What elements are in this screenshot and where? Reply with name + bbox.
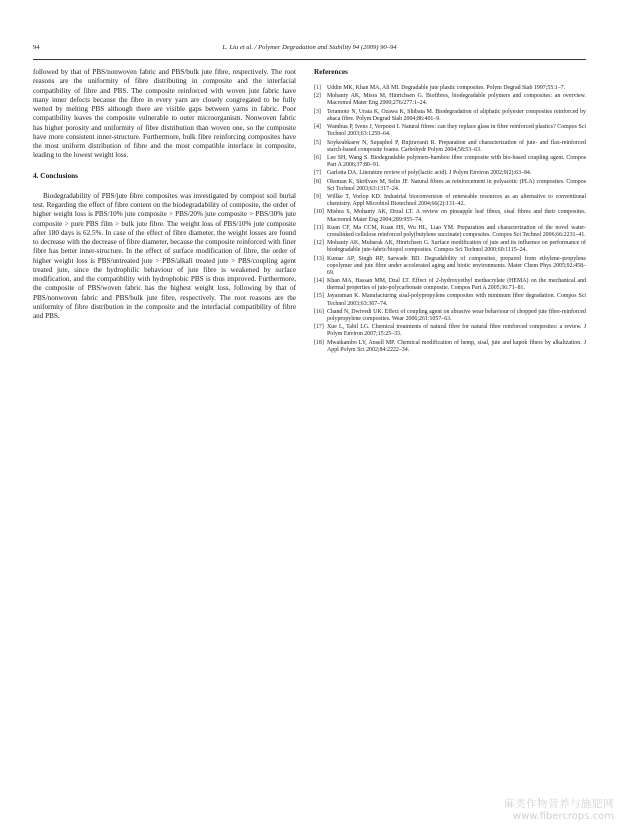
reference-number: [16] — [314, 308, 324, 315]
page-header — [33, 44, 586, 56]
references-column — [314, 68, 586, 355]
reference-item — [314, 293, 586, 307]
reference-item — [314, 225, 586, 239]
reference-number: [4] — [314, 124, 321, 131]
reference-number: [8] — [314, 178, 321, 185]
reference-text: Willke T, Vorlop KD. Industrial bioconversion of renewable resources as an alternative to conventional chemistry. Appl Microbiol Biotechnol 2004;66(2):131–42. — [327, 194, 586, 208]
reference-text: Xue L, Tabil LG. Chemical treatments of natural fibre for natural fibre reinforced composites: a review. J Polym Environ 2007;15:25–33. — [327, 324, 586, 338]
reference-text: Kumar AP, Singh RP, Sarwade BD. Degradability of composites, prepared from ethylene–propylene copolymer and jute fibre under accelerated aging and biotic environments. Mater Chem Phys 2005;92:458–69. — [327, 255, 586, 276]
references-list — [314, 85, 586, 354]
reference-number: [9] — [314, 194, 321, 201]
reference-number: [3] — [314, 108, 321, 115]
reference-number: [11] — [314, 224, 324, 231]
reference-number: [10] — [314, 209, 324, 216]
reference-text: Uddin MK, Khan MA, Ali MI. Degradable jute plastic composites. Polym Degrad Stab 1997;55:1–7. — [327, 85, 566, 92]
reference-item — [314, 240, 586, 254]
reference-item — [314, 278, 586, 292]
reference-number: [14] — [314, 278, 324, 285]
reference-text: Kuan CF, Ma CCM, Kuan HS, Wu HL, Liao YM. Preparation and characterization of the novel water-crosslinked cellulose reinforced poly(butylene succinate) composites. Compos Sci Technol 2006;66:2231–41. — [327, 224, 586, 238]
reference-item — [314, 155, 586, 169]
reference-text: Mohanty AK, Mubarak AK, Hinrichsen G. Surface modification of jute and its influence on performance of biodegradable jute-fabric/biopol composites. Compos Sci Technol 2000;60:1115–24. — [327, 240, 586, 254]
reference-number: [18] — [314, 339, 324, 346]
reference-number: [1] — [314, 85, 321, 92]
reference-text: Wambua P, Ivens J, Verpoest I. Natural fibres: can they replace glass in fibre reinforced plastics? Compos Sci Technol 2003;63:1259–64. — [327, 124, 586, 138]
continuation-paragraph: followed by that of PBS/nonwoven fabric and PBS/bulk jute fibre, respectively. The root reasons are the uniformity of fibre distributing in composite and the interfacial compatibility of fibre and PBS. The composite reinforced with woven jute fabric have many inner defects because the fibre in every yarn are closely congregated to be fully wetted by melting PBS although there are visible gaps between yarns in fabric. Poor compatibility leaves the composite vulnerable to outer microorganism. Nonwoven fabric has higher porosity and uniformity of fibre distribution than woven one, so the composite have more consistent inner-structure. Furthermore, bulk fibre reinforcing composites have the most uniform distribution of fibre and the most compatible interface in composite, leading to the lowest weight loss. — [33, 68, 296, 160]
header-rule — [33, 59, 586, 60]
page-number: 94 — [33, 44, 40, 51]
reference-text: Soykeabkaew N, Supaphol P, Rujiravanit R. Preparation and characterization of jute- and flax-reinforced starch-based composite foams. Carbohydr Polym 2004;58:53–63. — [327, 139, 586, 153]
reference-number: [5] — [314, 139, 321, 146]
reference-item — [314, 179, 586, 193]
reference-text: Jayaraman K. Manufacturing sisal-polypropylene composites with minimum fibre degradation. Compos Sci Technol 2003;63:367–74. — [327, 293, 586, 307]
conclusions-heading: 4. Conclusions — [33, 170, 79, 180]
reference-item — [314, 124, 586, 138]
reference-item — [314, 93, 586, 107]
reference-number: [6] — [314, 154, 321, 161]
reference-item — [314, 109, 586, 123]
reference-item — [314, 170, 586, 177]
site-watermark — [504, 796, 614, 822]
reference-number: [15] — [314, 293, 324, 300]
reference-item — [314, 194, 586, 208]
conclusions-paragraph: Biodegradability of PBS/jute fibre composites was investigated by compost soil burial test. Regarding the effect of fibre content on the biodegradability of composite, the order of higher weight loss is PBS/10% jute composite > PBS/20% jute composite > PBS/30% jute composite > pure PBS film > bulk jute fibre. The weight loss of PBS/10% jute composite after 180 days is 62.5%. In case of the effect of fibre diameter, the weight losses are found to decrease with the decrease of fibre diameter, because the composite reinforced with finer fibre has better inner-structure. In the effect of surface modification of fibre, the order of higher weight loss is PBS/untreated jute > PBS/alkali treated jute > PBS/coupling agent treated jute, since the hydrophilic behaviour of jute fibre is weakened by surface modification, and the compatibility with hydrophobic PBS is thus improved. Furthermore, the composite of PBS/woven fabric has the highest weight loss, following by that of PBS/nonwoven fabric and PBS/bulk jute fibre, respectively. The root reasons are the uniformity of fibre distribution in the composite and the interfacial compatibility of fibre and PBS. — [33, 191, 296, 320]
reference-item — [314, 309, 586, 323]
reference-item — [314, 140, 586, 154]
reference-item — [314, 209, 586, 223]
reference-number: [7] — [314, 170, 321, 177]
reference-text: Mishra S, Mohanty AK, Drzal LT. A review on pineapple leaf fibres, sisal fibres and their composites. Macromol Mater Eng 2004;289:955–74. — [327, 209, 586, 223]
reference-item — [314, 324, 586, 338]
watermark-url: www.fibercrops.com — [512, 811, 614, 822]
left-column — [33, 68, 296, 321]
reference-text: Teramoto N, Urata K, Ozawa K, Shibata M. Biodegradation of aliphatic polyester composites reinforced by abaca fibre. Polym Degrad Stab 2004;86:401–9. — [327, 108, 586, 122]
reference-number: [13] — [314, 255, 324, 262]
reference-item — [314, 340, 586, 354]
reference-item — [314, 256, 586, 277]
reference-text: Mwaikambo LY, Ansell MP. Chemical modification of hemp, sisal, jute and kapok fibers by alkalization. J Appl Polym Sci 2002;84:2222–34. — [327, 339, 586, 353]
reference-text: Oksman K, Skrifvars M, Selin JF. Natural fibres as reinforcement in polyacetic (PLA) composites. Compos Sci Technol 2003;63:1317–24. — [327, 178, 586, 192]
reference-text: Mohanty AK, Misra M, Hinrichsen G. Biofibres, biodegradable polymers and composites: an overview. Macromol Mater Eng 2000;276/277:1–24. — [327, 93, 586, 107]
reference-text: Khan MA, Hassan MM, Dzal LT. Effect of 2-hydroxyethyl methacrylate (HEMA) on the mechanical and thermal properties of jute-polycarbonate composite. Compos Part A 2005;36:71–81. — [327, 278, 586, 292]
references-heading: References — [314, 67, 348, 76]
reference-number: [17] — [314, 324, 324, 331]
watermark-chinese-text: 麻类作物营养与施肥网 — [504, 798, 614, 810]
reference-text: Chand N, Dwivedi UK. Effect of coupling agent on abrasive wear behaviour of chopped jute fibre-reinforced polypropylene composites. Wear 2006;261:1057–63. — [327, 308, 586, 322]
reference-item — [314, 85, 586, 92]
reference-number: [12] — [314, 240, 324, 247]
running-head: L. Liu et al. / Polymer Degradation and Stability 94 (2009) 90–94 — [222, 44, 397, 51]
reference-text: Lee SH, Wang S. Biodegradable polymers-bamboo fibre composite with bio-based coupling agent. Compos Part A 2006;37:80–91. — [327, 154, 586, 168]
reference-text: Garlotta DA. Literature review of poly(lactic acid). J Polym Environ 2002;9(2):63–84. — [327, 170, 532, 177]
reference-number: [2] — [314, 93, 321, 100]
